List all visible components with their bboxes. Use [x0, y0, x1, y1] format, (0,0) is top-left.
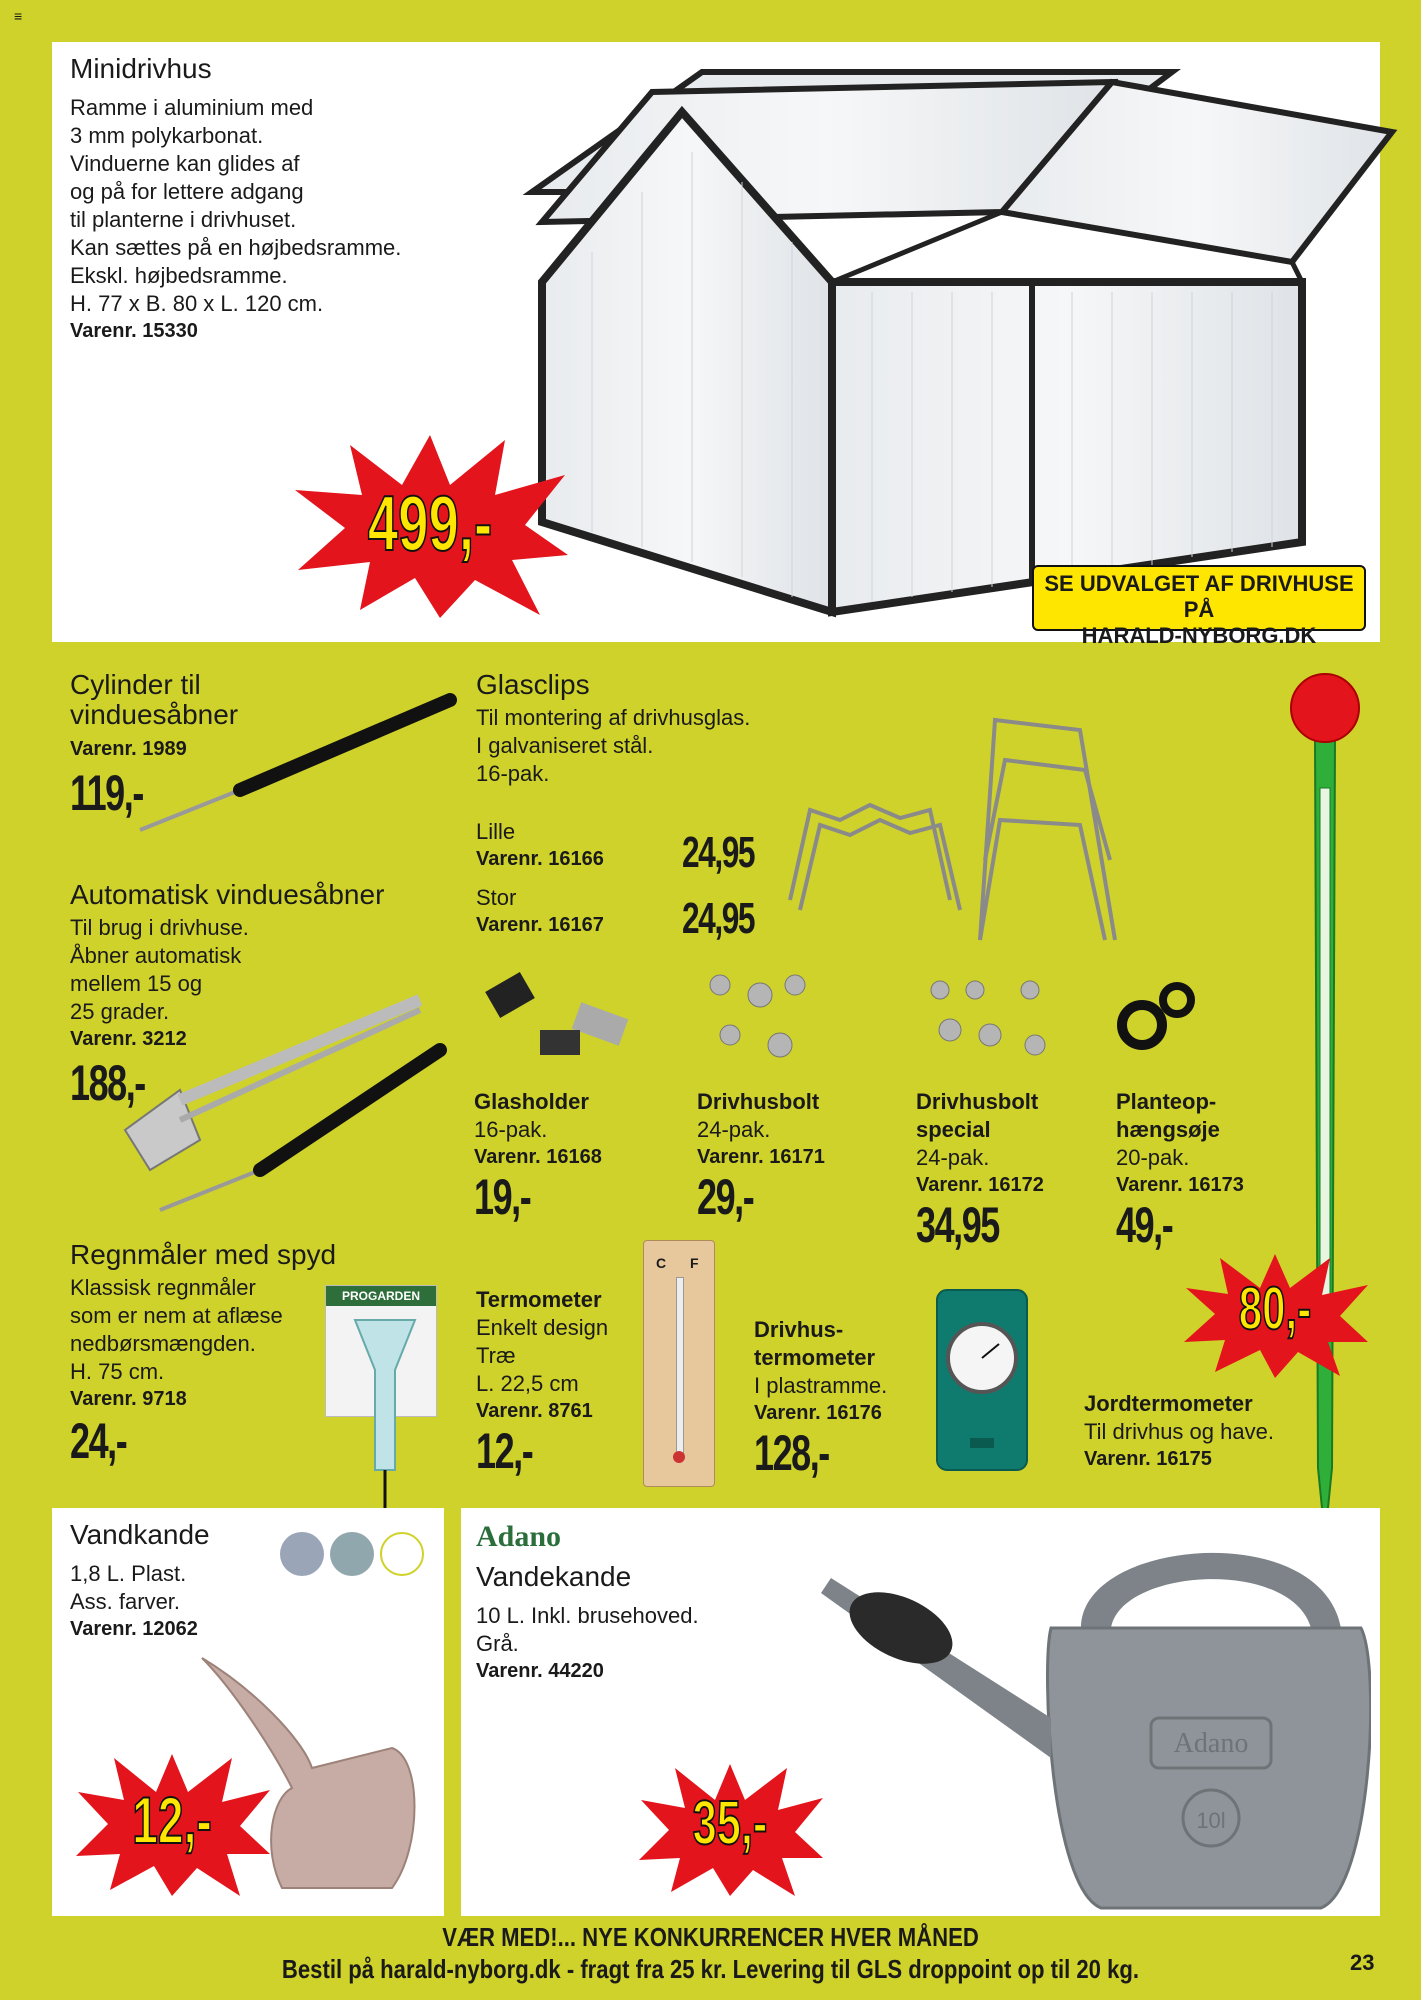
rain-price: 24,-: [70, 1413, 127, 1469]
glasclips-large-varenr: Varenr. 16167: [476, 914, 604, 936]
gthermo-varenr: Varenr. 16176: [754, 1402, 882, 1424]
glasclips-line: I galvaniseret stål.: [476, 733, 654, 758]
greenhouse-line: 3 mm polykarbonat.: [70, 123, 264, 148]
soil-title: Jordtermometer: [1084, 1391, 1253, 1416]
bolt-block: [697, 1088, 825, 1224]
greenhouse-line: Ekskl. højbedsramme.: [70, 263, 288, 288]
glasclips-large: [476, 884, 604, 938]
gthermo-line: I plastramme.: [754, 1373, 888, 1398]
thermo-line: L. 22,5 cm: [476, 1371, 579, 1396]
can-large-line: Grå.: [476, 1631, 519, 1656]
greenhouse-title: Minidrivhus: [70, 53, 212, 84]
cylinder-image: [130, 690, 460, 840]
thermo-line: Enkelt design: [476, 1315, 609, 1340]
rain-line: H. 75 cm.: [70, 1359, 165, 1384]
greenhouse-line: til planterne i drivhuset.: [70, 207, 297, 232]
autoopener-varenr: Varenr. 3212: [70, 1028, 187, 1050]
soil-thermometer-image: [1270, 668, 1380, 1548]
glasclips-small-varenr: Varenr. 16166: [476, 848, 604, 870]
rain-gauge-image: [345, 1300, 425, 1520]
glasclips-block: [476, 670, 750, 788]
glasclips-large-label: Stor: [476, 885, 517, 910]
bolt-special-price: 34,95: [916, 1197, 999, 1253]
greenhouse-price: 499,-: [367, 479, 493, 567]
can-large-title: Vandekande: [476, 1561, 632, 1592]
thermo-tube: [676, 1277, 684, 1459]
gthermo-title-2: termometer: [754, 1345, 876, 1370]
cylinder-title-2: vinduesåbner: [70, 699, 239, 730]
greenhouse-price-burst: [290, 430, 570, 620]
greenhouse-line: Kan sættes på en højbedsramme.: [70, 235, 402, 260]
can-small-details: [70, 1560, 198, 1642]
swatch-3[interactable]: [380, 1532, 424, 1576]
bolt-price: 29,-: [697, 1169, 754, 1225]
autoopener-line: Åbner automatisk: [70, 943, 242, 968]
thermo-title: Termometer: [476, 1287, 602, 1312]
glasholder-block: [474, 1088, 602, 1224]
swatch-1[interactable]: [280, 1532, 324, 1576]
glasclips-small-label: Lille: [476, 819, 516, 844]
can-small-line: 1,8 L. Plast.: [70, 1561, 187, 1586]
soil-varenr: Varenr. 16175: [1084, 1448, 1212, 1470]
thermo-scale-f: F: [690, 1255, 699, 1271]
greenhouse-panel: [52, 42, 1380, 648]
gthermo-title-1: Drivhus-: [754, 1317, 844, 1342]
thermo-bulb: [673, 1451, 685, 1463]
can-small-varenr: Varenr. 12062: [70, 1618, 198, 1640]
bolt-special-title-2: special: [916, 1117, 991, 1142]
eye-block: [1116, 1088, 1244, 1252]
autoopener-line: mellem 15 og: [70, 971, 203, 996]
eye-hook-image: [1112, 980, 1202, 1060]
can-small-line: Ass. farver.: [70, 1589, 181, 1614]
cylinder-varenr: Varenr. 1989: [70, 738, 187, 760]
can-embossed-size: 10l: [1196, 1808, 1226, 1833]
greenhouse-line: Ramme i aluminium med: [70, 95, 314, 120]
soil-line: Til drivhus og have.: [1084, 1419, 1274, 1444]
swatch-2[interactable]: [330, 1532, 374, 1576]
greenhouse-line: H. 77 x B. 80 x L. 120 cm.: [70, 291, 324, 316]
glasclips-line: 16-pak.: [476, 761, 550, 786]
bolt-special-image: [920, 975, 1070, 1075]
rain-varenr: Varenr. 9718: [70, 1388, 187, 1410]
glasholder-pack: 16-pak.: [474, 1117, 548, 1142]
greenhouse-image: [472, 52, 1421, 642]
gthermo-price: 128,-: [754, 1425, 829, 1481]
can-large-details: [476, 1602, 699, 1684]
bolt-special-pack: 24-pak.: [916, 1145, 990, 1170]
cylinder-title-1: Cylinder til: [70, 669, 201, 700]
soil-price-burst: [1180, 1250, 1370, 1380]
wood-thermometer-image: [643, 1240, 715, 1487]
glasholder-title: Glasholder: [474, 1089, 589, 1114]
glasholder-price: 19,-: [474, 1169, 531, 1225]
glasclips-title: Glasclips: [476, 669, 590, 700]
can-embossed-brand: Adano: [1173, 1728, 1249, 1759]
rain-line: som er nem at aflæse: [70, 1303, 283, 1328]
glasclips-large-price: 24,95: [682, 894, 755, 943]
bolt-special-title-1: Drivhusbolt: [916, 1089, 1039, 1114]
rain-line: nedbørsmængden.: [70, 1331, 256, 1356]
large-can-image: [801, 1508, 1371, 1916]
can-small-price: 12,-: [132, 1783, 212, 1857]
page-number: 23: [1350, 1950, 1375, 1975]
autoopener-title: Automatisk vinduesåbner: [70, 879, 385, 910]
soil-price: 80,-: [1238, 1275, 1312, 1342]
bolt-pack: 24-pak.: [697, 1117, 771, 1142]
autoopener-image: [120, 980, 450, 1230]
gthermo-block: [754, 1316, 887, 1480]
eye-pack: 20-pak.: [1116, 1145, 1190, 1170]
can-small-price-burst: [72, 1750, 272, 1900]
thermo-scale-c: C: [656, 1255, 667, 1271]
glasholder-image: [480, 950, 640, 1060]
thermo-line: Træ: [476, 1343, 516, 1368]
glasclips-line: Til montering af drivhusglas.: [476, 705, 751, 730]
webshop-banner[interactable]: [1032, 565, 1366, 648]
autoopener-line: Til brug i drivhuse.: [70, 915, 249, 940]
eye-title-2: hængsøje: [1116, 1117, 1220, 1142]
gthermo-image: [935, 1288, 1030, 1473]
greenhouse-line: Vinduerne kan glides af: [70, 151, 300, 176]
can-large-price-burst: [635, 1760, 825, 1900]
large-can-panel: [461, 1508, 1380, 1916]
can-large-varenr: Varenr. 44220: [476, 1660, 604, 1682]
color-swatches: [280, 1532, 424, 1576]
bolt-special-varenr: Varenr. 16172: [916, 1174, 1044, 1196]
eye-price: 49,-: [1116, 1197, 1173, 1253]
adano-logo: Adano: [476, 1520, 562, 1553]
banner-line-2: HARALD-NYBORG.DK: [1081, 623, 1317, 648]
bolt-image: [700, 965, 820, 1065]
thermo-block: [476, 1286, 608, 1478]
autoopener-price: 188,-: [70, 1055, 145, 1111]
can-large-price: 35,-: [692, 1789, 768, 1858]
rain-title: Regnmåler med spyd: [70, 1239, 337, 1270]
glasclips-small: [476, 818, 604, 872]
thermo-price: 12,-: [476, 1423, 533, 1479]
rain-block: [70, 1240, 336, 1468]
cylinder-price: 119,-: [70, 765, 143, 821]
bolt-title: Drivhusbolt: [697, 1089, 820, 1114]
autoopener-line: 25 grader.: [70, 999, 170, 1024]
greenhouse-description: [70, 94, 401, 344]
glasholder-varenr: Varenr. 16168: [474, 1146, 602, 1168]
soil-block: [1084, 1390, 1274, 1472]
thermo-varenr: Varenr. 8761: [476, 1400, 593, 1422]
bolt-varenr: Varenr. 16171: [697, 1146, 825, 1168]
eye-varenr: Varenr. 16173: [1116, 1174, 1244, 1196]
greenhouse-varenr: Varenr. 15330: [70, 320, 198, 342]
can-small-title: Vandkande: [70, 1519, 210, 1550]
eye-title-1: Planteop-: [1116, 1089, 1217, 1114]
glasclips-image: [780, 700, 1140, 950]
footer-line-2[interactable]: Bestil på harald-nyborg.dk - fragt fra 25 kr. Levering til GLS droppoint op til 20 kg.: [281, 1954, 1140, 1984]
menu-icon[interactable]: ≡: [14, 8, 23, 24]
banner-line-1: SE UDVALGET AF DRIVHUSE PÅ: [1044, 571, 1354, 622]
greenhouse-line: og på for lettere adgang: [70, 179, 304, 204]
footer-line-1: VÆR MED!... NYE KONKURRENCER HVER MÅNED: [442, 1922, 979, 1952]
bolt-special-block: [916, 1088, 1044, 1252]
rain-brand: PROGARDEN: [326, 1286, 436, 1306]
glasclips-small-price: 24,95: [682, 828, 755, 877]
can-large-line: 10 L. Inkl. brusehoved.: [476, 1603, 699, 1628]
rain-line: Klassisk regnmåler: [70, 1275, 256, 1300]
